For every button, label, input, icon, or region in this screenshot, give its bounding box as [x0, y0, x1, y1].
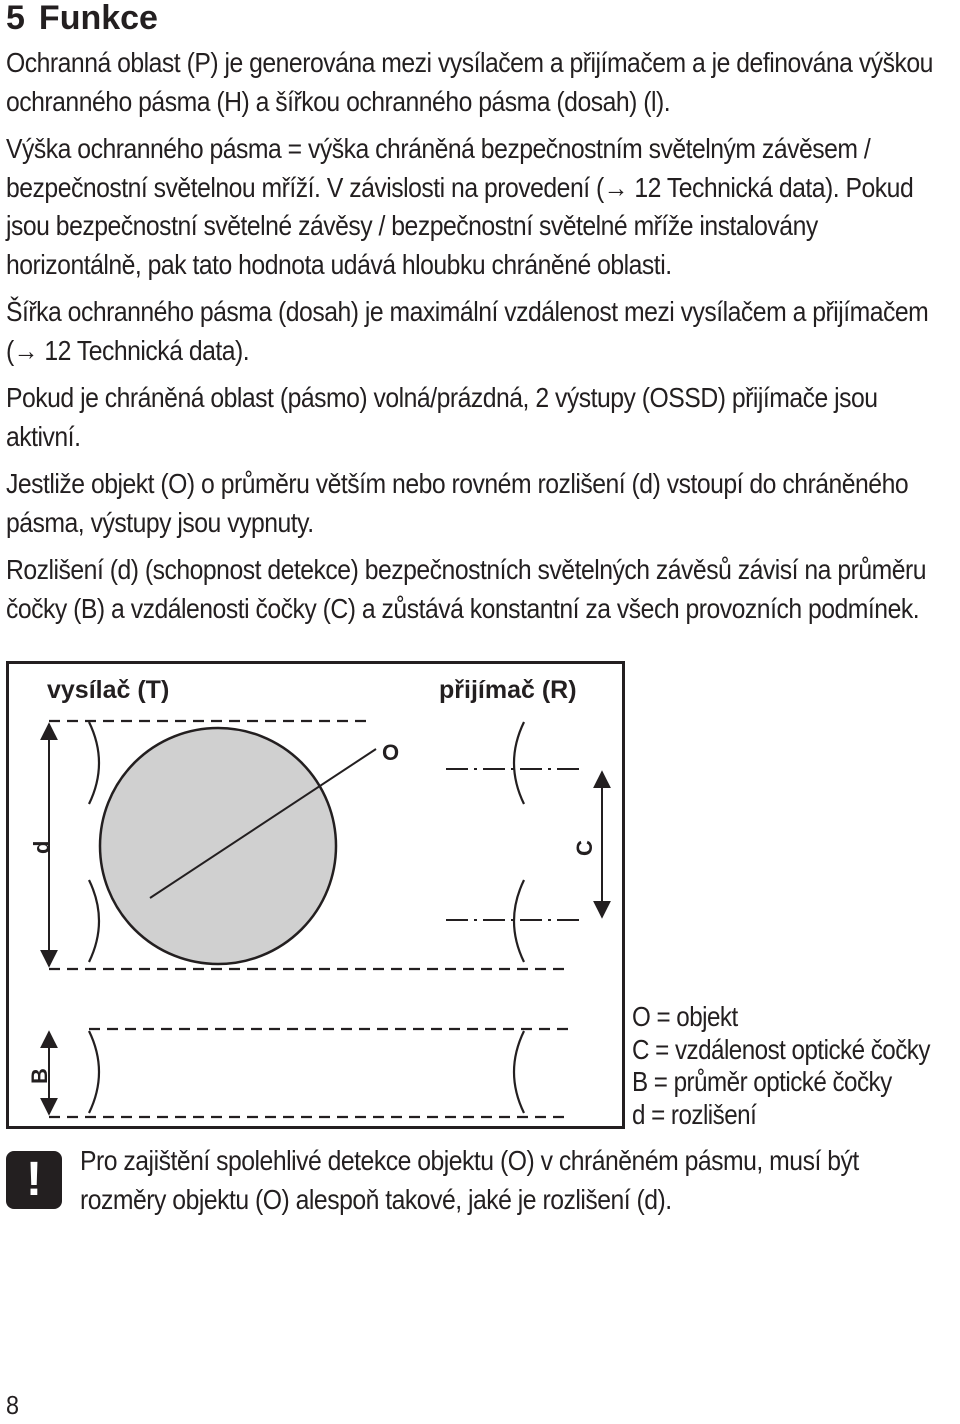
body-text: [6, 44, 956, 637]
section-heading: [6, 0, 158, 36]
receiver-lens-1: [514, 722, 524, 804]
lens-diameter-label: B: [27, 1068, 52, 1084]
transmitter-lens-3: [89, 1031, 99, 1113]
section-title: Funkce: [38, 0, 158, 37]
paragraph-ossd-active: Pokud je chráněná oblast (pásmo) volná/prázdná, 2 výstupy (OSSD) přijímače jsou aktivní.: [6, 382, 878, 452]
paragraph-protected-area: Ochranná oblast (P) je generována mezi vysílačem a přijímačem a je definována výškou ochranného pásma (H) a šířkou ochranného pásma (dosah) (l).: [6, 47, 933, 117]
object-circle: [100, 728, 336, 964]
transmitter-label: vysílač (T): [47, 676, 170, 704]
resolution-label: d: [29, 840, 54, 854]
warning-text: Pro zajištění spolehlivé detekce objektu (O) v chráněném pásmu, musí být rozměry objektu (O) alespoň takové, jaké je rozlišení (d).: [80, 1145, 859, 1215]
transmitter-lens-2: [89, 880, 99, 962]
resolution-diagram: [6, 661, 625, 1129]
page-number: 8: [6, 1390, 20, 1420]
paragraph-field-width: Šířka ochranného pásma (dosah) je maximální vzdálenost mezi vysílačem a přijímačem (→ 12 Technická data).: [6, 296, 929, 366]
exclamation-icon: !: [6, 1151, 62, 1209]
section-number: 5: [6, 0, 25, 37]
object-label: O: [382, 740, 400, 765]
legend-item-lens-diameter: B = průměr optické čočky: [632, 1066, 892, 1097]
legend-item-resolution: d = rozlišení: [632, 1098, 757, 1130]
receiver-label: přijímač (R): [439, 676, 577, 704]
paragraph-resolution: Rozlišení (d) (schopnost detekce) bezpečnostních světelných závěsů závisí na průměru čočky (B) a vzdálenosti čočky (C) a zůstává konstantní za všech provozních podmínek.: [6, 554, 927, 624]
lens-distance-label: C: [572, 840, 597, 856]
legend-item-object: O = objekt: [632, 1001, 738, 1032]
paragraph-field-height: Výška ochranného pásma = výška chráněná bezpečnostním světelným závěsem / bezpečnostní světelnou mříží. V závislosti na provedení (→ 12 Technická data). Pokud jsou bezpečnostní světelné závěsy / bezpečnostní světelné mříže instalovány horizontálně, pak tato hodnota udává hloubku chráněné oblasti.: [6, 133, 914, 280]
receiver-lens-3: [514, 1031, 524, 1113]
diagram-legend: [632, 1001, 930, 1131]
diagram-graphic: [9, 664, 628, 1132]
legend-item-lens-distance: C = vzdálenost optické čočky: [632, 1033, 930, 1065]
paragraph-object-detection: Jestliže objekt (O) o průměru větším nebo rovném rozlišení (d) vstoupí do chráněného pásma, výstupy jsou vypnuty.: [6, 468, 909, 538]
transmitter-lens-1: [89, 722, 99, 804]
